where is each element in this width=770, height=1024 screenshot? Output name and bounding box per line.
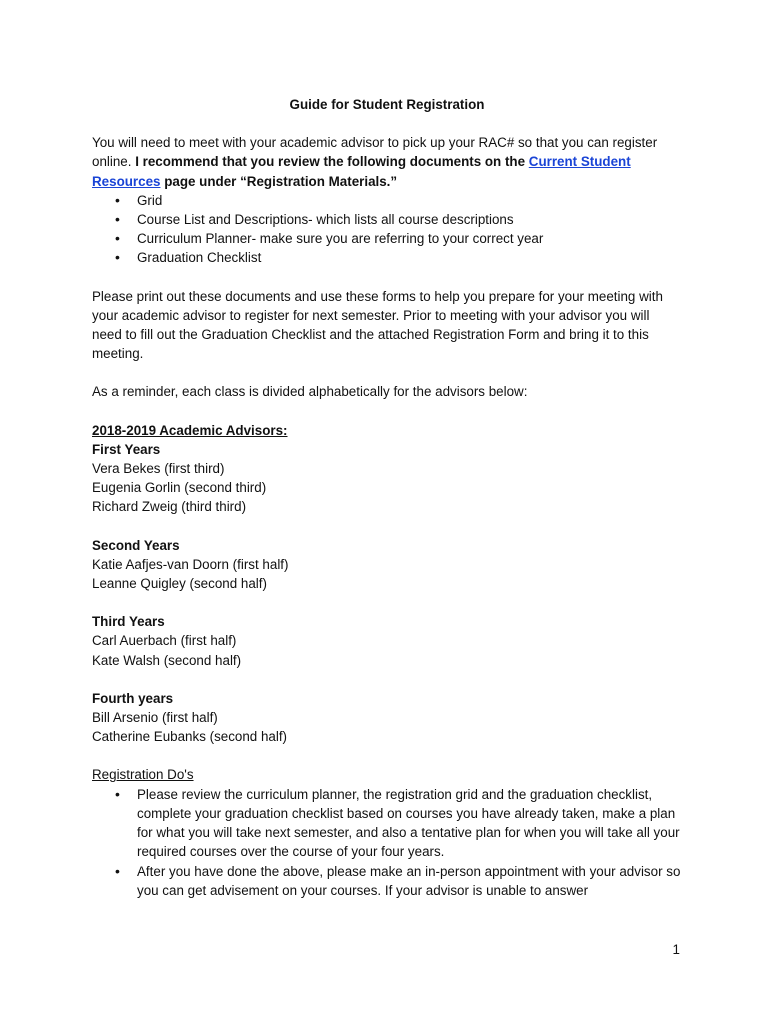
intro-bold-text: I recommend that you review the following documents on the	[135, 154, 529, 170]
current-student-resources-link[interactable]: Current Student Resources	[92, 154, 631, 189]
list-item: • After you have done the above, please make an in-person appointment with your advisor so you can get advisement on your courses. If your advisor is unable to answer	[137, 862, 682, 900]
intro-bold-text-end: page under “Registration Materials.”	[160, 173, 398, 189]
advisor-name: Bill Arsenio (first half)	[92, 710, 218, 726]
documents-list	[92, 191, 682, 268]
advisor-name: Carl Auerbach (first half)	[92, 633, 237, 649]
list-item: • Graduation Checklist	[137, 248, 682, 267]
advisor-name: Kate Walsh (second half)	[92, 652, 242, 668]
advisor-name: Vera Bekes (first third)	[92, 461, 225, 477]
group-heading-third-years: Third Years	[92, 614, 165, 630]
advisor-name: Catherine Eubanks (second half)	[92, 729, 288, 745]
advisors-heading: 2018-2019 Academic Advisors:	[92, 422, 288, 438]
print-documents-paragraph: Please print out these documents and use these forms to help you prepare for your meeting with your academic advisor to register for next semester. Prior to meeting with your advisor you will need to fill out the Graduation Checklist and the attached Registration Form and bring it to this meeting.	[92, 288, 663, 362]
document-title: Guide for Student Registration	[289, 97, 485, 112]
group-heading-fourth-years: Fourth years	[92, 690, 174, 706]
list-item: • Curriculum Planner- make sure you are referring to your correct year	[137, 229, 682, 248]
registration-dos-heading: Registration Do's	[92, 767, 194, 783]
group-heading-first-years: First Years	[92, 441, 161, 457]
advisor-name: Leanne Quigley (second half)	[92, 576, 267, 592]
advisor-name: Eugenia Gorlin (second third)	[92, 480, 267, 496]
intro-paragraph	[92, 133, 682, 191]
reminder-paragraph: As a reminder, each class is divided alphabetically for the advisors below:	[92, 384, 528, 400]
registration-dos-list	[92, 785, 682, 900]
group-heading-second-years: Second Years	[92, 537, 180, 553]
page-content	[92, 95, 682, 900]
list-item: • Grid	[137, 191, 682, 210]
advisor-name: Katie Aafjes-van Doorn (first half)	[92, 556, 289, 572]
page-number: 1	[672, 942, 680, 957]
advisor-name: Richard Zweig (third third)	[92, 499, 247, 515]
list-item: • Please review the curriculum planner, the registration grid and the graduation checklist, complete your graduation checklist based on courses you have already taken, make a plan for what you will take next semester, and also a tentative plan for when you will take all your required courses over the course of your four years.	[137, 785, 682, 862]
list-item: • Course List and Descriptions- which lists all course descriptions	[137, 210, 682, 229]
intro-text: You will need to meet with your academic advisor to pick up your RAC# so that you can register online.	[92, 135, 658, 170]
